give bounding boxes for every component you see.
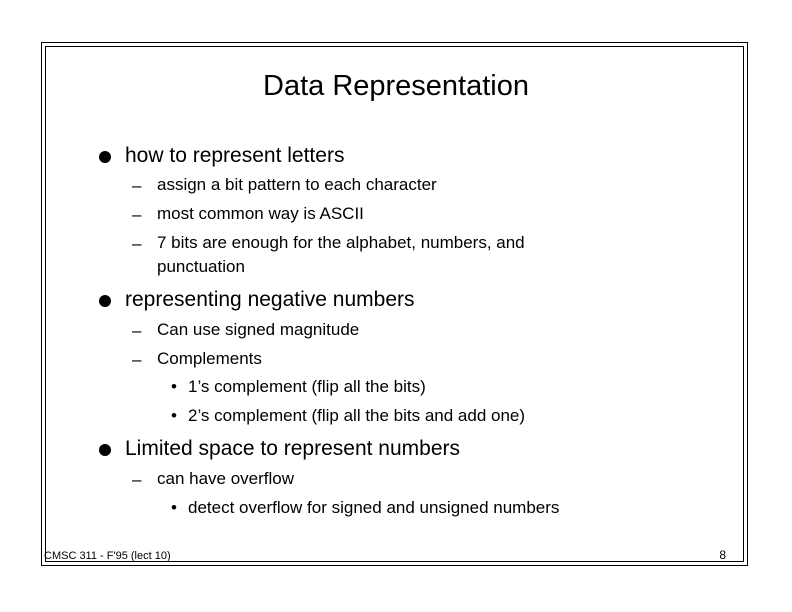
- list-item: assign a bit pattern to each character: [157, 175, 437, 194]
- section-heading-2: representing negative numbers: [125, 288, 415, 311]
- list-item: most common way is ASCII: [157, 204, 364, 223]
- list-item-continuation: punctuation: [157, 257, 245, 276]
- dash-marker: –: [132, 234, 142, 253]
- list-item: Can use signed magnitude: [157, 320, 360, 339]
- dot-marker: •: [171, 406, 177, 425]
- sub-list-item: detect overflow for signed and unsigned numbers: [188, 498, 560, 517]
- dot-marker: •: [171, 377, 177, 396]
- list-item: 7 bits are enough for the alphabet, numbers, and: [157, 233, 525, 252]
- dash-marker: –: [132, 350, 142, 369]
- bullet-dot-1: [99, 151, 111, 163]
- dash-marker: –: [132, 321, 142, 340]
- sub-list-item: 1’s complement (flip all the bits): [188, 377, 426, 396]
- dash-marker: –: [132, 205, 142, 224]
- page-number: 8: [719, 548, 726, 562]
- list-item: can have overflow: [157, 469, 295, 488]
- bullet-dot-2: [99, 295, 111, 307]
- dash-marker: –: [132, 470, 142, 489]
- section-heading-3: Limited space to represent numbers: [125, 437, 461, 460]
- section-heading-1: how to represent letters: [125, 144, 345, 167]
- course-footer: CMSC 311 - F'95 (lect 10): [44, 550, 171, 562]
- dash-marker: –: [132, 176, 142, 195]
- list-item: Complements: [157, 349, 262, 368]
- slide-title: Data Representation: [263, 70, 529, 102]
- dot-marker: •: [171, 498, 177, 517]
- bullet-dot-3: [99, 444, 111, 456]
- sub-list-item: 2’s complement (flip all the bits and add one): [188, 406, 526, 425]
